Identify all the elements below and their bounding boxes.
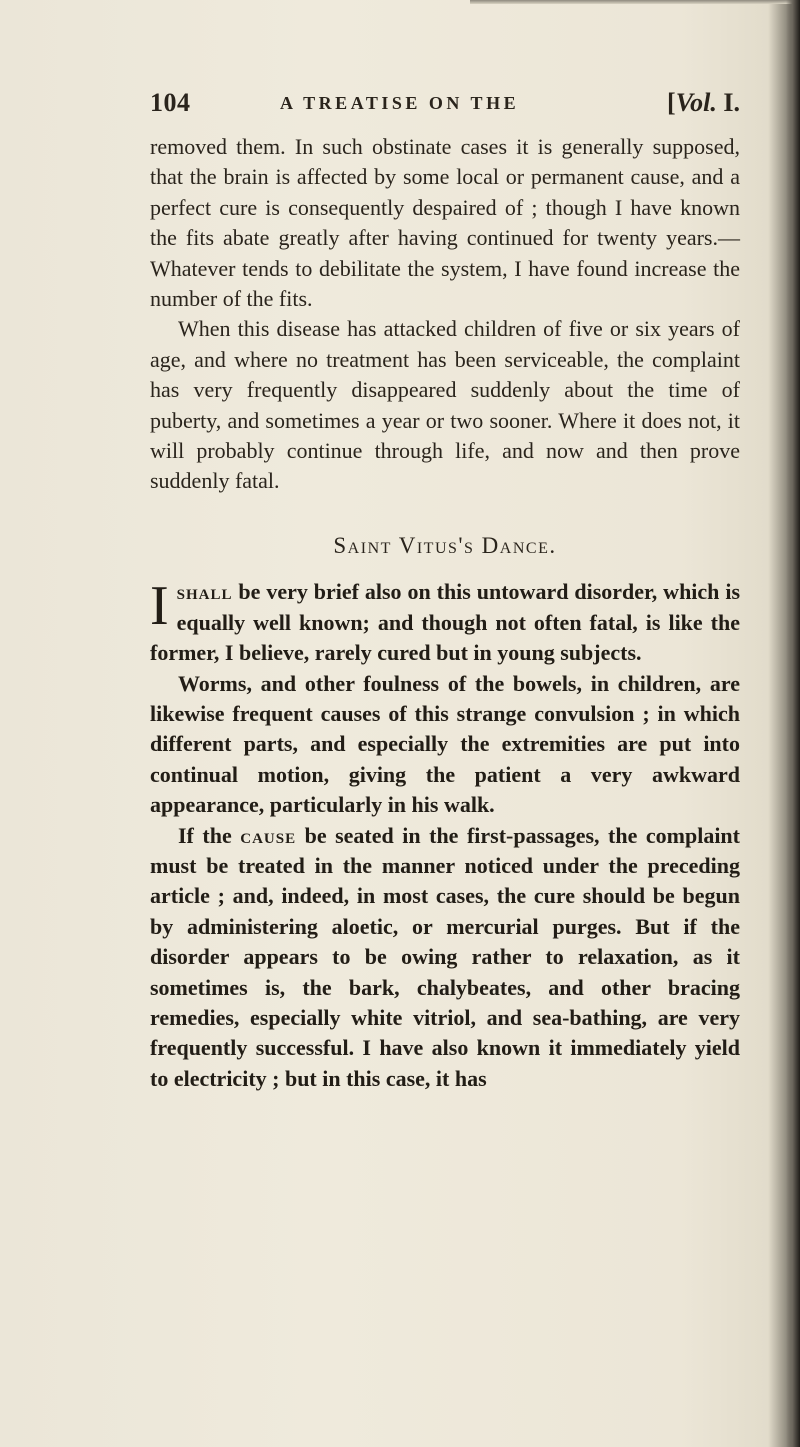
smallcaps-cause: cause: [240, 822, 297, 848]
paragraph-intro-text: be very brief also on this untoward disorder, which is equally well known; and though not often fatal, is like the former, I believe, rarely cured but in young subjects.: [150, 579, 740, 666]
paragraph-worms: Worms, and other foulness of the bowels, in children, are likewise frequent causes of this strange convulsion ; in which different parts, and especially the extremities are put into continual motion, giving the patient a very awkward appearance, particularly in his walk.: [150, 670, 740, 818]
paragraph-continued: removed them. In such obstinate cases it is generally supposed, that the brain is affected by some local or permanent cause, and a perfect cure is consequently despaired of ; though I have known the fits abate greatly after having continued for twenty years.—Whatever tends to debilitate the system, I have found increase the number of the fits.: [150, 134, 740, 312]
drop-cap: I: [150, 575, 169, 638]
paragraph-cause-start: If the: [178, 822, 241, 848]
paragraph-puberty: When this disease has attacked children of five or six years of age, and where no treatment has been serviceable, the complaint has very frequently disappeared suddenly about the time of puberty, and sometimes a year or two sooner. Where it does not, it will probably continue through life, and now and then prove suddenly fatal.: [150, 316, 740, 494]
running-head: [150, 88, 740, 128]
volume-number: I.: [716, 88, 740, 117]
volume-marker: [667, 88, 740, 118]
paragraph-cause-text: be seated in the first-passages, the complaint must be treated in the manner noticed under the preceding article ; and, indeed, in most cases, the cure should be begun by administering aloetic, or mercurial purges. But if the disorder appears to be owing rather to relaxation, as it sometimes is, the bark, chalybeates, and other bracing remedies, especially white vitriol, and sea-bathing, are very frequently successful. I have also known it immediately yield to electricity ; but in this case, it has: [150, 822, 740, 1091]
page-number: 104: [150, 88, 191, 117]
running-head-title: A TREATISE ON THE: [280, 93, 520, 113]
volume-word: Vol.: [675, 88, 717, 117]
page-top-edge-shadow: [470, 0, 800, 4]
body-text: [150, 132, 740, 1094]
page-binding-shadow: [786, 0, 800, 1447]
section-heading: Saint Vitus's Dance.: [333, 532, 557, 558]
paragraph-cause: [150, 821, 740, 1095]
paragraph-intro: [150, 577, 740, 668]
volume-bracket: [: [667, 88, 676, 117]
smallcaps-opening: shall: [176, 579, 233, 605]
